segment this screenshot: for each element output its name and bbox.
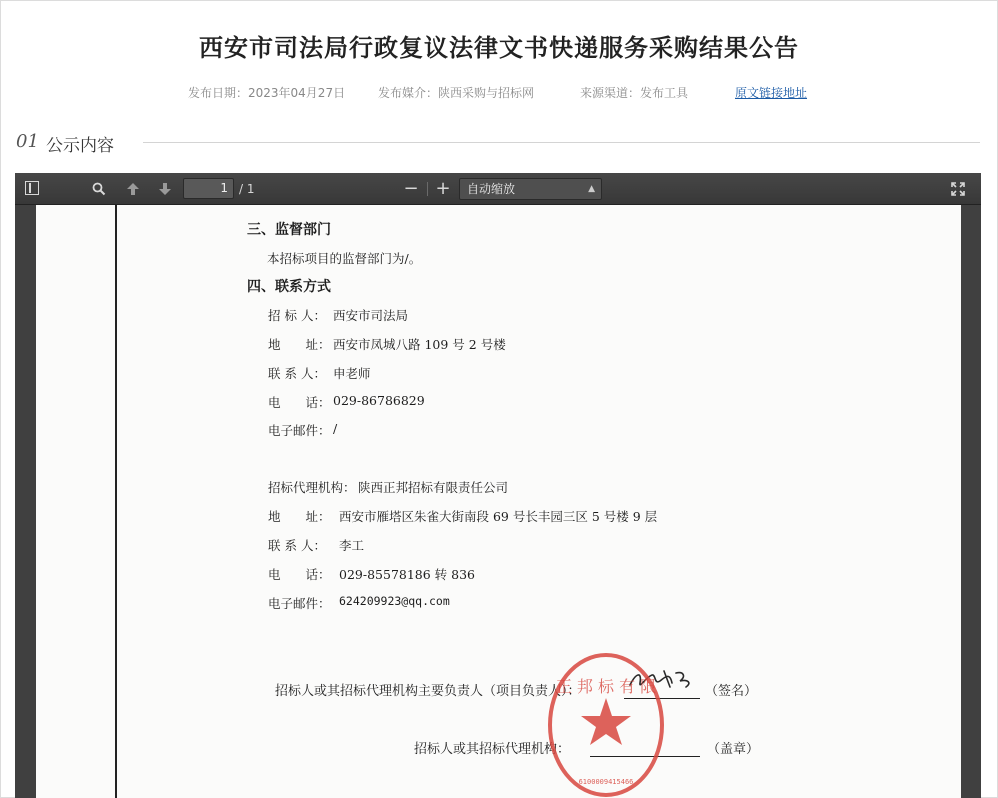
buyer-label: 招 标 人： — [268, 308, 326, 323]
email-value: / — [333, 421, 338, 436]
agency-phone-label: 电 话： — [268, 567, 331, 582]
agency-contact-label: 联 系 人： — [268, 538, 326, 553]
arrow-down-icon[interactable] — [155, 173, 175, 208]
agency-phone-value: 029-85578186 转 836 — [339, 567, 476, 582]
page-title: 西安市司法局行政复议法律文书快递服务采购结果公告 — [199, 34, 799, 62]
section-4-heading: 四、联系方式 — [247, 279, 331, 295]
arrow-up-icon[interactable] — [123, 173, 143, 208]
buyer-value: 西安市司法局 — [333, 308, 409, 323]
section-number: 01 — [16, 131, 39, 152]
stamp-line: 招标人或其招标代理机构： — [414, 742, 571, 757]
search-icon[interactable] — [89, 173, 109, 208]
section-label: 公示内容 — [46, 136, 114, 156]
chevron-updown-icon: ▲ — [588, 184, 595, 194]
address-value: 西安市凤城八路 109 号 2 号楼 — [333, 337, 506, 352]
pdf-viewer — [15, 173, 981, 798]
section-3-text: 本招标项目的监督部门为/。 — [267, 251, 422, 266]
contact-label: 联 系 人： — [268, 366, 326, 381]
svg-text:正 邦 标 有 限: 正 邦 标 有 限 — [555, 677, 657, 696]
agency-email-label: 电子邮件： — [268, 596, 331, 611]
agency-label: 招标代理机构： — [268, 480, 356, 495]
seal-number: 6100009415466 — [578, 778, 634, 786]
section-3-heading: 三、监督部门 — [247, 222, 331, 238]
announcement-meta — [0, 84, 998, 102]
source-channel: 来源渠道：发布工具 — [580, 86, 689, 100]
pdf-page — [36, 205, 961, 798]
section-divider — [143, 142, 980, 143]
fullscreen-icon[interactable] — [949, 173, 967, 207]
toolbar-separator — [427, 182, 428, 196]
publish-media: 发布媒介：陕西采购与招标网 — [378, 86, 535, 100]
stamp-suffix: （盖章） — [707, 742, 760, 757]
scan-edge — [115, 205, 117, 798]
signature-line: 招标人或其招标代理机构主要负责人（项目负责人）： — [275, 684, 581, 699]
agency-value: 陕西正邦招标有限责任公司 — [358, 480, 509, 495]
email-label: 电子邮件： — [268, 423, 331, 438]
agency-address-label: 地 址： — [268, 509, 331, 524]
company-seal — [545, 650, 667, 798]
sidebar-toggle-icon[interactable] — [25, 181, 39, 195]
agency-email-value: 624209923@qq.com — [339, 594, 450, 608]
contact-value: 申老师 — [333, 366, 371, 381]
phone-value: 029-86786829 — [333, 393, 425, 408]
signature-suffix: （签名） — [705, 684, 758, 699]
agency-contact-value: 李工 — [339, 538, 365, 553]
original-link[interactable]: 原文链接地址 — [735, 86, 808, 100]
zoom-select[interactable] — [459, 178, 602, 200]
zoom-in-icon[interactable]: + — [435, 178, 451, 199]
address-label: 地 址： — [268, 337, 331, 352]
zoom-out-icon[interactable]: − — [403, 178, 419, 199]
section-header — [16, 130, 980, 154]
page-count: / 1 — [239, 182, 255, 196]
phone-label: 电 话： — [268, 395, 331, 410]
zoom-select-value: 自动缩放 — [467, 182, 516, 196]
pdf-toolbar — [15, 173, 981, 205]
publish-date: 发布日期：2023年04月27日 — [188, 86, 346, 100]
page-number-input[interactable]: 1 — [183, 178, 234, 199]
agency-address-value: 西安市雁塔区朱雀大街南段 69 号长丰园三区 5 号楼 9 层 — [339, 509, 658, 524]
